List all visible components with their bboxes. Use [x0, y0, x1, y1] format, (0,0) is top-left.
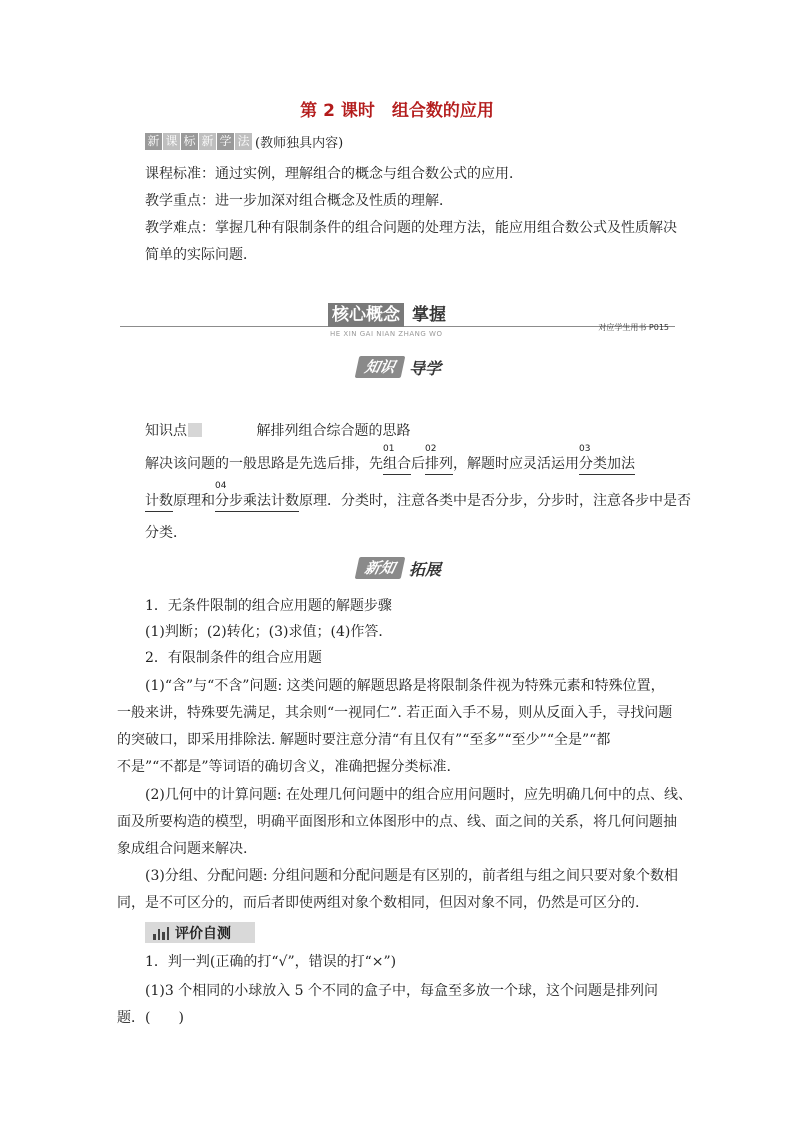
extension-line: (1)“含”与“不含”问题: 这类问题的解题思路是将限制条件视为特殊元素和特殊位置， [145, 678, 665, 694]
standard-line: 课程标准：通过实例，理解组合的概念与组合数公式的应用． [145, 166, 523, 182]
blank-number: 04 [215, 481, 227, 491]
fill-blank-1 [383, 444, 411, 475]
extension-line: 2．有限制条件的组合应用题 [145, 650, 322, 666]
standard-line: 简单的实际问题． [145, 247, 257, 263]
fill-blank-4 [215, 481, 299, 512]
tag-char: 标 [181, 133, 198, 150]
text-run: 原理和 [173, 493, 215, 509]
standard-line: 教学重点：进一步加深对组合概念及性质的理解． [145, 193, 453, 209]
section-banner [120, 303, 675, 343]
section-badge: 核心概念 [328, 303, 404, 327]
extension-line: 的突破口，即采用排除法. 解题时要注意分清“有且仅有”“至多”“至少”“全是”“都 [117, 732, 611, 748]
extension-line: 同，是不可区分的，而后者即使两组对象个数相同，但因对象不同，仍然是可区分的. [117, 895, 640, 911]
tag-char: 新 [145, 133, 162, 150]
exercise-line: (1)3 个相同的小球放入 5 个不同的盒子中，每盒至多放一个球，这个问题是排列问 [145, 983, 658, 999]
fill-blank-3 [579, 444, 635, 475]
blank-answer: 计数 [145, 493, 173, 509]
extension-line: 象成组合问题来解决. [117, 841, 248, 857]
text-run: 原理．分类时，注意各类中是否分步，分步时，注意各步中是否 [299, 493, 691, 509]
extension-line: 一般来讲，特殊要先满足，其余则“一视同仁”. 若正面入手不易，则从反面入手，寻找问题 [117, 705, 673, 721]
knowledge-line-1 [145, 444, 635, 475]
blank-number: 02 [425, 444, 437, 454]
fill-blank-3-cont [145, 491, 173, 512]
section-badge-text: 掌握 [412, 305, 446, 325]
self-assessment-banner [145, 922, 255, 943]
extension-line: 面及所要构造的模型，明确平面图形和立体图形中的点、线、面之间的关系，将几何问题抽 [117, 814, 677, 830]
text-run: ，解题时应灵活运用 [453, 456, 579, 472]
knowledge-point-title: 解排列组合综合题的思路 [256, 423, 411, 439]
extension-line: (1)判断；(2)转化；(3)求值；(4)作答． [145, 624, 393, 640]
blank-number: 03 [579, 444, 591, 454]
new-standard-tag [145, 132, 343, 151]
blank-answer: 组合 [383, 456, 411, 472]
knowledge-point-heading [145, 421, 410, 441]
self-assessment-label: 评价自测 [175, 925, 231, 942]
knowledge-point-marker [188, 423, 202, 437]
extension-line: 不是”“不都是”等词语的确切含义，准确把握分类标准. [117, 759, 451, 775]
blank-answer: 分类加法 [579, 456, 635, 472]
banner-pill: 知识 [355, 356, 406, 378]
blank-answer: 分步乘法计数 [215, 493, 299, 509]
knowledge-line-2 [145, 481, 691, 512]
standard-line: 教学难点：掌握几种有限制条件的组合问题的处理方法，能应用组合数公式及性质解决 [145, 220, 677, 236]
exercise-line: 题．( ) [117, 1010, 184, 1026]
student-book-ref: 对应学生用书 P015 [598, 323, 669, 332]
extension-line: (2)几何中的计算问题: 在处理几何问题中的组合应用问题时，应先明确几何中的点、线、 [145, 787, 692, 803]
banner-text: 拓展 [409, 559, 442, 579]
knowledge-point-label: 知识点 [145, 423, 187, 439]
tag-char: 法 [235, 133, 252, 150]
bar-chart-icon [153, 926, 169, 940]
tag-note: (教师独具内容) [255, 136, 344, 151]
text-run: 后 [411, 456, 425, 472]
page-title: 第 2 课时 组合数的应用 [300, 101, 494, 121]
knowledge-guide-banner [357, 356, 441, 378]
blank-answer: 排列 [425, 456, 453, 472]
tag-char: 学 [217, 133, 234, 150]
extension-line: (3)分组、分配问题: 分组问题和分配问题是有区别的，前者组与组之间只要对象个数相 [145, 868, 678, 884]
knowledge-line-3: 分类． [145, 525, 187, 541]
banner-text: 导学 [409, 358, 442, 378]
extension-line: 1．无条件限制的组合应用题的解题步骤 [145, 598, 392, 614]
blank-number: 01 [383, 444, 395, 454]
tag-char: 课 [163, 133, 180, 150]
banner-pill: 新知 [355, 557, 406, 579]
section-pinyin: HE XIN GAI NIAN ZHANG WO [330, 330, 443, 338]
new-knowledge-banner [357, 557, 441, 579]
exercise-line: 1．判一判(正确的打“√”，错误的打“×”) [145, 954, 397, 970]
fill-blank-2 [425, 444, 453, 475]
text-run: 解决该问题的一般思路是先选后排，先 [145, 456, 383, 472]
tag-char: 新 [199, 133, 216, 150]
